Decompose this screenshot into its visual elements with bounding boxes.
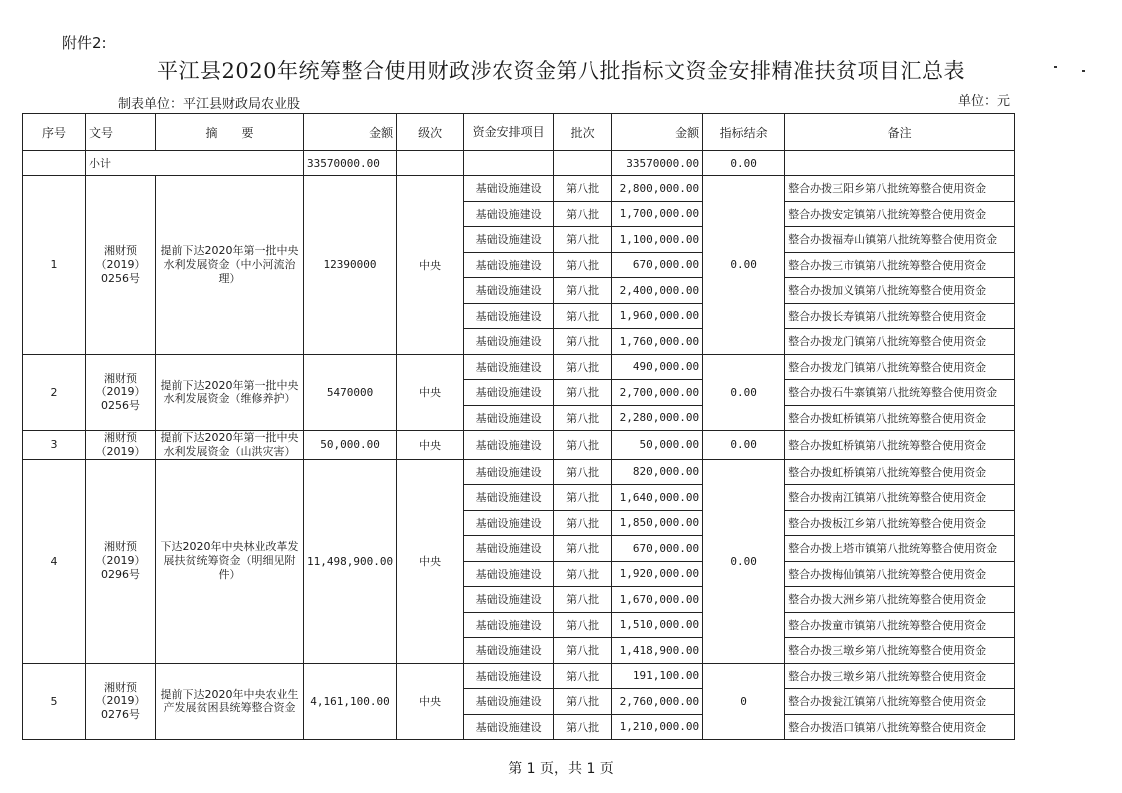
group-level: 中央	[397, 354, 464, 431]
group-amount: 11,498,900.00	[304, 459, 397, 663]
row-batch: 第八批	[554, 431, 612, 460]
header-doc-no: 文号	[86, 114, 156, 151]
row-batch: 第八批	[554, 459, 612, 485]
row-remark: 整合办拨南江镇第八批统筹整合使用资金	[785, 485, 1015, 511]
scan-speck	[1054, 66, 1057, 68]
group-seq: 1	[23, 176, 86, 355]
group-amount: 50,000.00	[304, 431, 397, 460]
row-remark: 整合办拨三阳乡第八批统筹整合使用资金	[785, 176, 1015, 202]
row-remark: 整合办拨三墩乡第八批统筹整合使用资金	[785, 663, 1015, 689]
row-amount: 1,670,000.00	[612, 587, 703, 613]
group-doc-no: 湘财预 （2019） 0296号	[86, 459, 156, 663]
header-balance: 指标结余	[703, 114, 785, 151]
row-project: 基础设施建设	[464, 485, 554, 511]
row-batch: 第八批	[554, 510, 612, 536]
row-batch: 第八批	[554, 354, 612, 380]
row-amount: 50,000.00	[612, 431, 703, 460]
row-amount: 191,100.00	[612, 663, 703, 689]
row-batch: 第八批	[554, 227, 612, 253]
subtotal-balance: 0.00	[703, 151, 785, 176]
row-remark: 整合办拨虹桥镇第八批统筹整合使用资金	[785, 459, 1015, 485]
group-level: 中央	[397, 459, 464, 663]
row-remark: 整合办拨梅仙镇第八批统筹整合使用资金	[785, 561, 1015, 587]
group-doc-no: 湘财预 （2019）	[86, 431, 156, 460]
row-remark: 整合办拨龙门镇第八批统筹整合使用资金	[785, 329, 1015, 355]
row-remark: 整合办拨龙门镇第八批统筹整合使用资金	[785, 354, 1015, 380]
currency-unit: 单位：元	[958, 94, 1011, 109]
row-amount: 820,000.00	[612, 459, 703, 485]
group-seq: 4	[23, 459, 86, 663]
row-batch: 第八批	[554, 485, 612, 511]
group-level: 中央	[397, 176, 464, 355]
group-summary: 提前下达2020年第一批中央水利发展资金（山洪灾害）	[156, 431, 304, 460]
row-amount: 2,800,000.00	[612, 176, 703, 202]
row-remark: 整合办拨童市镇第八批统筹整合使用资金	[785, 612, 1015, 638]
row-amount: 1,418,900.00	[612, 638, 703, 664]
row-amount: 670,000.00	[612, 536, 703, 562]
row-amount: 1,640,000.00	[612, 485, 703, 511]
row-project: 基础设施建设	[464, 510, 554, 536]
row-project: 基础设施建设	[464, 431, 554, 460]
row-batch: 第八批	[554, 278, 612, 304]
row-amount: 1,700,000.00	[612, 201, 703, 227]
row-batch: 第八批	[554, 201, 612, 227]
group-amount: 4,161,100.00	[304, 663, 397, 740]
subtotal-amount2: 33570000.00	[612, 151, 703, 176]
row-batch: 第八批	[554, 380, 612, 406]
row-remark: 整合办拨上塔市镇第八批统筹整合使用资金	[785, 536, 1015, 562]
summary-table	[22, 113, 1015, 740]
header-batch: 批次	[554, 114, 612, 151]
header-level: 级次	[397, 114, 464, 151]
row-batch: 第八批	[554, 176, 612, 202]
scan-speck	[1082, 70, 1085, 72]
table-row	[23, 431, 1015, 460]
row-project: 基础设施建设	[464, 714, 554, 740]
row-project: 基础设施建设	[464, 278, 554, 304]
group-balance: 0	[703, 663, 785, 740]
page-title: 平江县2020年统筹整合使用财政涉农资金第八批指标文资金安排精准扶贫项目汇总表	[157, 59, 965, 83]
row-remark: 整合办拨长寿镇第八批统筹整合使用资金	[785, 303, 1015, 329]
row-amount: 1,850,000.00	[612, 510, 703, 536]
row-project: 基础设施建设	[464, 638, 554, 664]
row-remark: 整合办拨浯口镇第八批统筹整合使用资金	[785, 714, 1015, 740]
subtotal-row	[23, 151, 1015, 176]
row-batch: 第八批	[554, 252, 612, 278]
row-amount: 1,920,000.00	[612, 561, 703, 587]
row-remark: 整合办拨安定镇第八批统筹整合使用资金	[785, 201, 1015, 227]
table-row	[23, 663, 1015, 689]
group-balance: 0.00	[703, 176, 785, 355]
row-amount: 1,760,000.00	[612, 329, 703, 355]
subtotal-amount: 33570000.00	[304, 151, 397, 176]
header-remark: 备注	[785, 114, 1015, 151]
row-remark: 整合办拨加义镇第八批统筹整合使用资金	[785, 278, 1015, 304]
table-header-row	[23, 114, 1015, 151]
header-summary: 摘 要	[156, 114, 304, 151]
row-remark: 整合办拨瓮江镇第八批统筹整合使用资金	[785, 689, 1015, 715]
row-project: 基础设施建设	[464, 329, 554, 355]
table-row	[23, 459, 1015, 485]
group-summary: 提前下达2020年第一批中央水利发展资金（中小河流治理）	[156, 176, 304, 355]
row-remark: 整合办拨虹桥镇第八批统筹整合使用资金	[785, 405, 1015, 431]
row-project: 基础设施建设	[464, 587, 554, 613]
group-balance: 0.00	[703, 431, 785, 460]
row-batch: 第八批	[554, 536, 612, 562]
row-batch: 第八批	[554, 612, 612, 638]
row-remark: 整合办拨大洲乡第八批统筹整合使用资金	[785, 587, 1015, 613]
group-level: 中央	[397, 663, 464, 740]
row-project: 基础设施建设	[464, 354, 554, 380]
row-amount: 1,100,000.00	[612, 227, 703, 253]
header-amount: 金额	[304, 114, 397, 151]
row-batch: 第八批	[554, 689, 612, 715]
row-remark: 整合办拨三市镇第八批统筹整合使用资金	[785, 252, 1015, 278]
table-row	[23, 354, 1015, 380]
page-footer: 第 1 页，共 1 页	[508, 761, 614, 777]
row-amount: 670,000.00	[612, 252, 703, 278]
row-batch: 第八批	[554, 405, 612, 431]
group-amount: 12390000	[304, 176, 397, 355]
row-amount: 1,960,000.00	[612, 303, 703, 329]
row-project: 基础设施建设	[464, 689, 554, 715]
group-level: 中央	[397, 431, 464, 460]
table-row	[23, 176, 1015, 202]
row-project: 基础设施建设	[464, 561, 554, 587]
subtotal-label: 小计	[86, 151, 304, 176]
group-doc-no: 湘财预 （2019） 0256号	[86, 354, 156, 431]
row-amount: 2,700,000.00	[612, 380, 703, 406]
row-remark: 整合办拨三墩乡第八批统筹整合使用资金	[785, 638, 1015, 664]
row-project: 基础设施建设	[464, 252, 554, 278]
row-remark: 整合办拨板江乡第八批统筹整合使用资金	[785, 510, 1015, 536]
row-project: 基础设施建设	[464, 201, 554, 227]
row-batch: 第八批	[554, 303, 612, 329]
row-project: 基础设施建设	[464, 612, 554, 638]
group-summary: 下达2020年中央林业改革发展扶贫统筹资金（明细见附件）	[156, 459, 304, 663]
row-batch: 第八批	[554, 663, 612, 689]
header-amount2: 金额	[612, 114, 703, 151]
attachment-label: 附件2:	[62, 34, 107, 52]
row-project: 基础设施建设	[464, 663, 554, 689]
row-batch: 第八批	[554, 587, 612, 613]
group-seq: 2	[23, 354, 86, 431]
row-amount: 490,000.00	[612, 354, 703, 380]
row-batch: 第八批	[554, 714, 612, 740]
row-remark: 整合办拨福寿山镇第八批统筹整合使用资金	[785, 227, 1015, 253]
row-amount: 1,510,000.00	[612, 612, 703, 638]
header-seq: 序号	[23, 114, 86, 151]
group-seq: 3	[23, 431, 86, 460]
row-project: 基础设施建设	[464, 459, 554, 485]
row-amount: 2,760,000.00	[612, 689, 703, 715]
group-summary: 提前下达2020年中央农业生产发展贫困县统筹整合资金	[156, 663, 304, 740]
row-project: 基础设施建设	[464, 380, 554, 406]
row-amount: 1,210,000.00	[612, 714, 703, 740]
row-amount: 2,400,000.00	[612, 278, 703, 304]
row-project: 基础设施建设	[464, 405, 554, 431]
group-summary: 提前下达2020年第一批中央水利发展资金（维修养护）	[156, 354, 304, 431]
row-project: 基础设施建设	[464, 536, 554, 562]
header-project: 资金安排项目	[464, 114, 554, 151]
group-seq: 5	[23, 663, 86, 740]
group-balance: 0.00	[703, 354, 785, 431]
row-batch: 第八批	[554, 329, 612, 355]
row-project: 基础设施建设	[464, 303, 554, 329]
row-batch: 第八批	[554, 561, 612, 587]
compiler-unit: 制表单位：平江县财政局农业股	[118, 97, 301, 112]
group-doc-no: 湘财预 （2019） 0256号	[86, 176, 156, 355]
row-amount: 2,280,000.00	[612, 405, 703, 431]
row-batch: 第八批	[554, 638, 612, 664]
group-amount: 5470000	[304, 354, 397, 431]
row-remark: 整合办拨石牛寨镇第八批统筹整合使用资金	[785, 380, 1015, 406]
row-project: 基础设施建设	[464, 227, 554, 253]
group-doc-no: 湘财预 （2019） 0276号	[86, 663, 156, 740]
row-remark: 整合办拨虹桥镇第八批统筹整合使用资金	[785, 431, 1015, 460]
group-balance: 0.00	[703, 459, 785, 663]
row-project: 基础设施建设	[464, 176, 554, 202]
